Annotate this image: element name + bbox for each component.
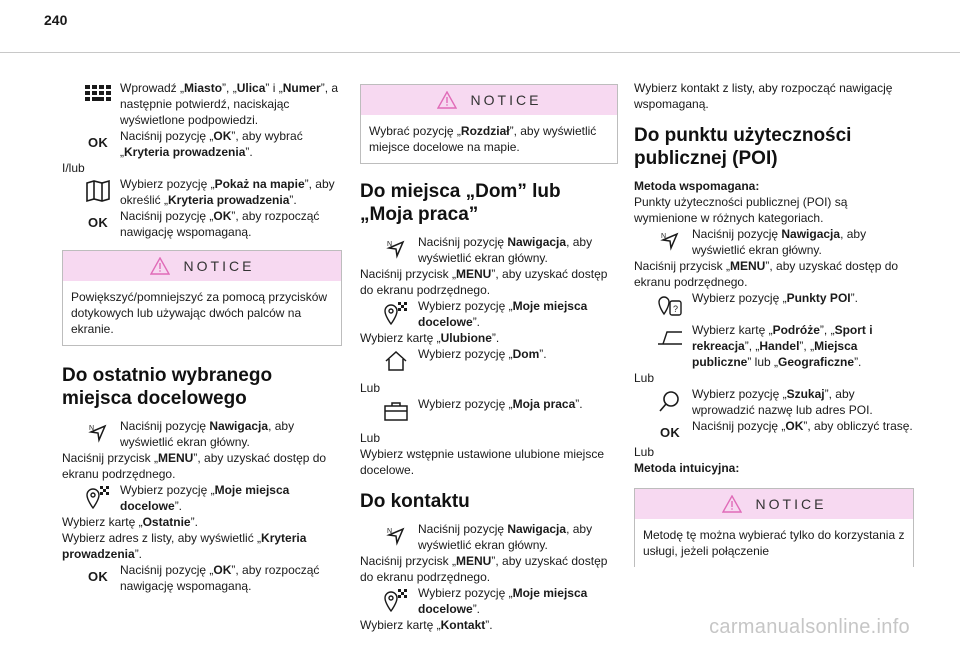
rich-text: Wybierz kartę „Ostatnie”. [62,515,198,529]
step-show-map [62,176,342,208]
notice-text: Metodę tę można wybierać tylko do korzystania z usługi, jeżeli połączenie [643,528,905,558]
step-search [634,386,914,418]
destinations-icon [382,299,410,327]
search-icon [656,387,684,415]
rich-text: Wybierz kartę „Ulubione”. [360,331,500,345]
heading-home-work: Do miejsca „Dom” lub „Moja praca” [360,181,561,225]
step-ok-criteria [62,128,342,160]
rich-text: Naciśnij przycisk „MENU”, aby uzyskać dostęp do ekranu podrzędnego. [62,451,327,481]
heading-contact: Do kontaktu [360,491,470,512]
keyboard-icon [84,81,112,109]
lub-text: Lub [360,381,381,395]
step-nav [360,234,618,266]
step-ok-start [62,208,342,240]
ok-icon: OK [659,425,681,440]
notice-title: NOTICE [755,496,827,512]
notice-text: Powiększyć/pomniejszyć za pomocą przycisków dotykowych lub używając dwóch palców na ekranie. [71,290,328,336]
step-ok-start-2 [62,562,342,594]
rich-text: Wybierz kartę „Kontakt”. [360,618,493,632]
ok-icon: OK [87,135,109,150]
rich-text: Wybierz pozycję „Moje miejsca docelowe”. [418,299,588,329]
rich-text: Naciśnij pozycję „OK”, aby obliczyć trasę. [692,419,913,433]
heading-poi: Do punktu użyteczności publicznej (POI) [634,125,852,169]
step-poi [634,290,914,322]
svg-text:?: ? [673,304,679,314]
notice-box [360,84,618,164]
header-divider [0,52,960,53]
rich-text: Wybierz pozycję „Moje miejsca docelowe”. [418,586,588,616]
rich-text: Naciśnij pozycję „OK”, aby wybrać „Kryteria prowadzenia”. [120,129,303,159]
warning-triangle-icon [150,257,170,275]
navigation-arrow-icon [382,235,410,263]
rich-text: Naciśnij pozycję Nawigacja, aby wyświetlić ekran główny. [120,419,295,449]
heading-last-destination: Do ostatnio wybranego miejsca docelowego [62,365,273,409]
step-my-destinations [360,585,618,617]
rich-text: Wybierz pozycję „Moje miejsca docelowe”. [120,483,290,513]
rich-text: Wybierz pozycję „Pokaż na mapie”, aby określić „Kryteria prowadzenia”. [120,177,335,207]
briefcase-icon [382,397,410,425]
notice-box [634,488,914,567]
contact-text: Wybierz kontakt z listy, aby rozpocząć nawigację wspomaganą. [634,81,893,111]
rich-text: Naciśnij pozycję Nawigacja, aby wyświetlić ekran główny. [692,227,867,257]
ok-icon: OK [87,569,109,584]
lub-text: Lub [360,431,381,445]
notice-header [361,85,617,115]
map-icon [84,177,112,205]
watermark: carmanualsonline.info [709,616,910,638]
notice-title: NOTICE [183,258,255,274]
rich-text: Naciśnij pozycję Nawigacja, aby wyświetlić ekran główny. [418,235,593,265]
rich-text: Naciśnij przycisk „MENU”, aby uzyskać dostęp do ekranu podrzędnego. [634,259,899,289]
rich-text: Wybierz pozycję „Szukaj”, aby wprowadzić nazwę lub adres POI. [692,387,873,417]
poi-intro: Punkty użyteczności publicznej (POI) są wymienione w różnych kategoriach. [634,195,848,225]
notice-header [635,489,913,519]
rich-text: Naciśnij przycisk „MENU”, aby uzyskać dostęp do ekranu podrzędnego. [360,554,608,584]
lub-text: Lub [634,371,655,385]
rich-text: Wybierz pozycję „Punkty POI”. [692,291,858,305]
svg-text:N: N [387,241,393,248]
method-intuitive: Metoda intuicyjna: [634,461,740,475]
rich-text: Wybierz kartę „Podróże”, „Sport i rekreacja”, „Handel”, „Miejsca publiczne” lub „Geograficzne”. [692,323,873,369]
tab-icon [656,323,684,351]
svg-text:N: N [89,425,95,432]
svg-text:N: N [661,233,667,240]
rich-text: Wybierz adres z listy, aby wyświetlić „Kryteria prowadzenia”. [62,531,307,561]
notice-text: Wybrać pozycję „Rozdział”, aby wyświetlić miejsce docelowe na mapie. [369,124,597,154]
step-my-destinations [62,482,342,514]
step-nav [634,226,914,258]
rich-text: Naciśnij pozycję Nawigacja, aby wyświetlić ekran główny. [418,522,593,552]
warning-triangle-icon [437,91,457,109]
navigation-arrow-icon [656,227,684,255]
column-2 [360,80,618,633]
ilub-text: I/lub [62,161,85,175]
svg-text:N: N [387,528,393,535]
step-nav [360,521,618,553]
ok-icon: OK [87,215,109,230]
rich-text: Naciśnij przycisk „MENU”, aby uzyskać dostęp do ekranu podrzędnego. [360,267,608,297]
notice-header [63,251,341,281]
step-nav [62,418,342,450]
step-enter-address [62,80,342,128]
step-categories [634,322,914,370]
destinations-icon [382,586,410,614]
method-assisted: Metoda wspomagana: [634,179,760,193]
rich-text: Naciśnij pozycję „OK”, aby rozpocząć nawigację wspomaganą. [120,563,320,593]
step-ok-route [634,418,914,440]
step-my-destinations [360,298,618,330]
poi-icon [656,291,684,319]
step-home [360,346,618,374]
rich-text: Wprowadź „Miasto”, „Ulica” i „Numer”, a następnie potwierdź, naciskając wyświetlone podpowiedzi. [120,81,339,127]
column-3 [634,80,914,573]
navigation-arrow-icon [382,522,410,550]
warning-triangle-icon [722,495,742,513]
navigation-arrow-icon [84,419,112,447]
rich-text: Wybierz pozycję „Dom”. [418,347,547,361]
notice-title: NOTICE [470,92,542,108]
home-icon [382,347,410,375]
step-work [360,396,618,426]
preset-text: Wybierz wstępnie ustawione ulubione miejsce docelowe. [360,447,605,477]
rich-text: Wybierz pozycję „Moja praca”. [418,397,583,411]
page-number: 240 [44,12,68,28]
notice-box [62,250,342,346]
column-1 [62,80,342,594]
rich-text: Naciśnij pozycję „OK”, aby rozpocząć nawigację wspomaganą. [120,209,320,239]
lub-text: Lub [634,445,655,459]
destinations-icon [84,483,112,511]
